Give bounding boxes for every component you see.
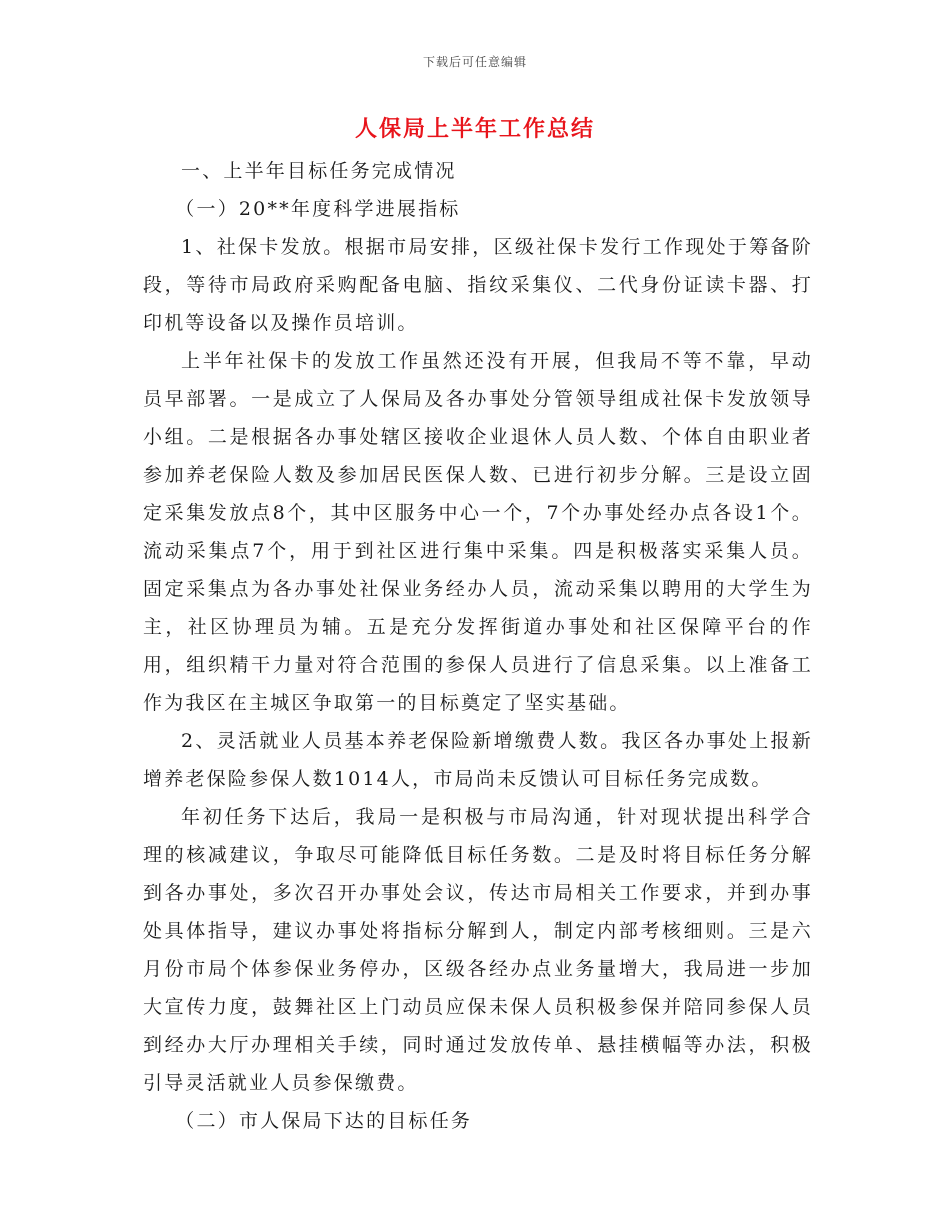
subsection-heading: （一）20**年度科学进展指标 (175, 198, 461, 220)
header-note: 下载后可任意编辑 (422, 55, 527, 69)
body-paragraph: 1、社保卡发放。根据市局安排，区级社保卡发行工作现处于筹备阶段，等待市局政府采购配备电脑、指纹采集仪、二代身份证读卡器、打印机等设备以及操作员培训。 (143, 236, 813, 334)
document-body (143, 152, 813, 1140)
body-paragraph: 2、灵活就业人员基本养老保险新增缴费人数。我区各办事处上报新增养老保险参保人数1014人，市局尚未反馈认可目标任务完成数。 (143, 730, 813, 790)
body-paragraph: 年初任务下达后，我局一是积极与市局沟通，针对现状提出科学合理的核减建议，争取尽可能降低目标任务数。二是及时将目标任务分解到各办事处，多次召开办事处会议，传达市局相关工作要求，并到办事处具体指导，建议办事处将指标分解到人，制定内部考核细则。三是六月份市局个体参保业务停办，区级各经办点业务量增大，我局进一步加大宣传力度，鼓舞社区上门动员应保未保人员积极参保并陪同参保人员到经办大厅办理相关手续，同时通过发放传单、悬挂横幅等办法，积极引导灵活就业人员参保缴费。 (143, 806, 813, 1094)
section-heading: 一、上半年目标任务完成情况 (181, 160, 457, 182)
document-title: 人保局上半年工作总结 (354, 116, 595, 142)
body-paragraph: 上半年社保卡的发放工作虽然还没有开展，但我局不等不靠，早动员早部署。一是成立了人保局及各办事处分管领导组成社保卡发放领导小组。二是根据各办事处辖区接收企业退休人员人数、个体自由职业者参加养老保险人数及参加居民医保人数、已进行初步分解。三是设立固定采集发放点8个，其中区服务中心一个，7个办事处经办点各设1个。流动采集点7个，用于到社区进行集中采集。四是积极落实采集人员。固定采集点为各办事处社保业务经办人员，流动采集以聘用的大学生为主，社区协理员为辅。五是充分发挥街道办事处和社区保障平台的作用，组织精干力量对符合范围的参保人员进行了信息采集。以上准备工作为我区在主城区争取第一的目标奠定了坚实基础。 (143, 350, 813, 714)
subsection-heading: （二）市人保局下达的目标任务 (175, 1110, 473, 1132)
